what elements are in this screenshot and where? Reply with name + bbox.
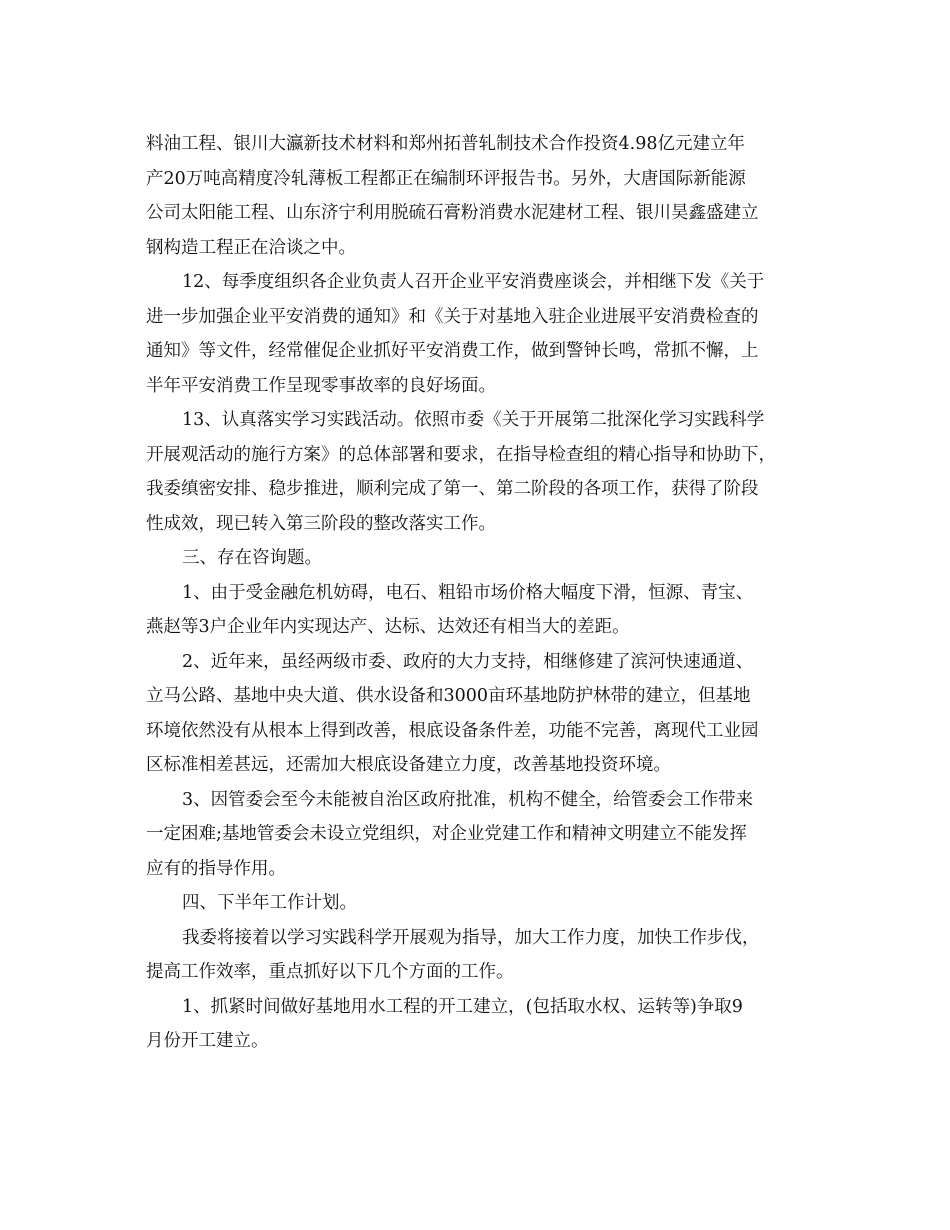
text-line: 性成效，现已转入第三阶段的整改落实工作。 [146, 513, 496, 534]
text-line: 环境依然没有从根本上得到改善，根底设备条件差，功能不完善，离现代工业园 [146, 720, 759, 741]
paragraph-start-line: 1、抓紧时间做好基地用水工程的开工建立，(包括取水权、运转等)争取9 [182, 996, 743, 1017]
text-line: 开展观活动的施行方案》的总体部署和要求，在指导检查组的精心指导和协助下， [146, 444, 776, 465]
document-body [146, 131, 814, 1063]
text-line: 应有的指导作用。 [146, 858, 286, 879]
paragraph-start-line: 12、每季度组织各企业负责人召开企业平安消费座谈会，并相继下发《关于 [182, 272, 765, 292]
text-line: 钢构造工程正在洽谈之中。 [146, 237, 356, 258]
text-line: 一定困难;基地管委会未设立党组织，对企业党建工作和精神文明建立不能发挥 [146, 824, 747, 844]
text-line: 料油工程、银川大瀛新技术材料和郑州拓普轧制技术合作投资4.98亿元建立年 [146, 134, 745, 154]
paragraph-start-line: 我委将接着以学习实践科学开展观为指导，加大工作力度，加快工作步伐， [182, 927, 760, 948]
section-heading: 三、存在咨询题。 [182, 548, 322, 568]
text-line: 通知》等文件，经常催促企业抓好平安消费工作，做到警钟长鸣，常抓不懈，上 [146, 341, 759, 361]
text-line: 区标准相差甚远，还需加大根底设备建立力度，改善基地投资环境。 [146, 755, 671, 775]
text-line: 进一步加强企业平安消费的通知》和《关于对基地入驻企业进展平安消费检查的 [146, 306, 759, 327]
text-line: 月份开工建立。 [146, 1031, 269, 1051]
text-line: 半年平安消费工作呈现零事故率的良好场面。 [146, 375, 496, 396]
paragraph-start-line: 3、因管委会至今未能被自治区政府批准，机构不健全，给管委会工作带来 [182, 789, 754, 810]
paragraph-start-line: 1、由于受金融危机妨碍，电石、粗铅市场价格大幅度下滑，恒源、青宝、 [182, 582, 754, 603]
text-line: 提高工作效率，重点抓好以下几个方面的工作。 [146, 962, 514, 982]
paragraph-start-line: 2、近年来，虽经两级市委、政府的大力支持，相继修建了滨河快速通道、 [182, 651, 754, 672]
text-line: 公司太阳能工程、山东济宁利用脱硫石膏粉消费水泥建材工程、银川昊鑫盛建立 [146, 203, 759, 223]
text-line: 立马公路、基地中央大道、供水设备和3000亩环基地防护林带的建立，但基地 [146, 686, 751, 706]
text-line: 燕赵等3户企业年内实现达产、达标、达效还有相当大的差距。 [146, 617, 630, 637]
paragraph-start-line: 13、认真落实学习实践活动。依照市委《关于开展第二批深化学习实践科学 [182, 410, 765, 430]
section-heading: 四、下半年工作计划。 [182, 893, 357, 913]
text-line: 我委缜密安排、稳步推进，顺利完成了第一、第二阶段的各项工作，获得了阶段 [146, 479, 759, 499]
text-line: 产20万吨高精度冷轧薄板工程都正在编制环评报告书。另外，大唐国际新能源 [146, 168, 746, 189]
